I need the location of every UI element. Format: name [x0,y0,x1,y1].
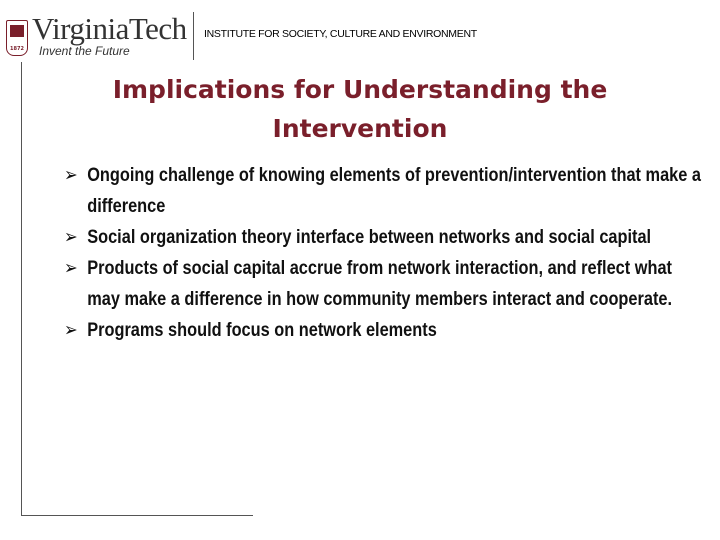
bullet-list [64,160,701,346]
logo-tagline: Invent the Future [39,44,130,58]
university-seal-icon [6,20,28,56]
arrow-bullet-icon: ➢ [64,164,78,186]
virginia-tech-logo [6,12,191,58]
bullet-item [64,160,706,222]
bullet-text: Programs should focus on network elements [87,320,437,341]
institute-name: INSTITUTE FOR SOCIETY, CULTURE AND ENVIRONMENT [204,28,477,40]
bullet-text: Products of social capital accrue from network interaction, and reflect what may make a difference in how community members interact and cooperate. [87,258,673,310]
header-divider [193,12,194,60]
bullet-item [64,315,706,346]
slide-left-rule [21,62,22,516]
bullet-item [64,253,706,315]
slide-title: Implications for Understanding the Intervention [112,75,608,143]
seal-year: 1872 [10,46,24,52]
arrow-bullet-icon: ➢ [64,226,78,248]
bullet-text: Ongoing challenge of knowing elements of prevention/intervention that make a difference [87,165,701,217]
bullet-text: Social organization theory interface between networks and social capital [87,227,652,248]
logo-wordmark: VirginiaTech [32,11,187,46]
arrow-bullet-icon: ➢ [64,319,78,341]
bullet-item [64,222,706,253]
slide-bottom-rule [21,515,253,516]
arrow-bullet-icon: ➢ [64,257,78,279]
